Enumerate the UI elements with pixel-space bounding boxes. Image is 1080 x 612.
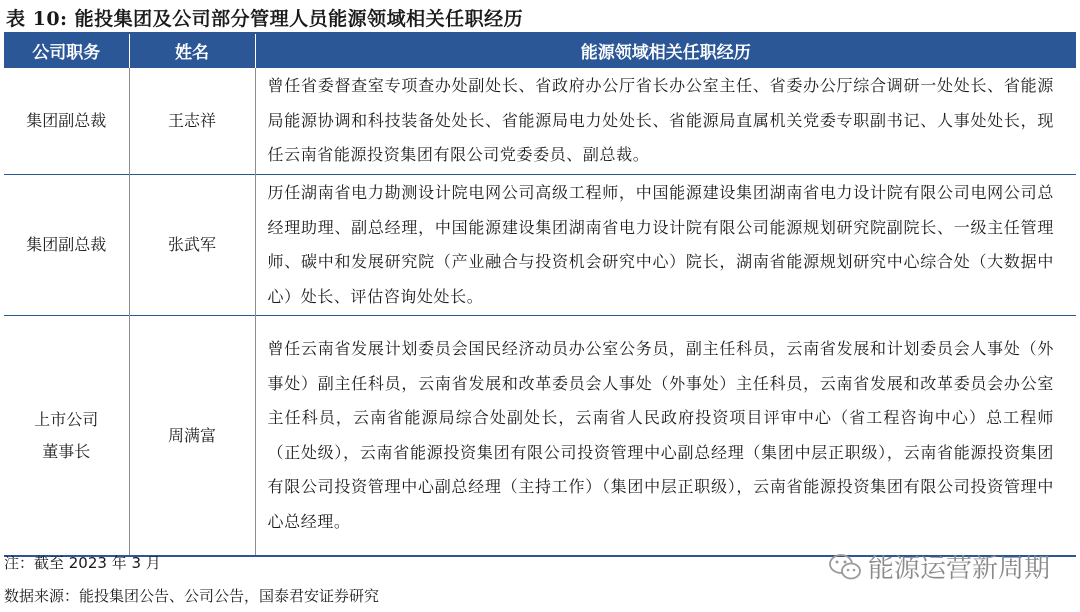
table-row xyxy=(4,175,1076,316)
header-experience: 能源领域相关任职经历 xyxy=(255,34,1076,68)
role-cell xyxy=(4,68,129,175)
personnel-table xyxy=(4,34,1076,557)
role-text-line2: 董事长 xyxy=(42,441,91,461)
experience-cell: 曾任省委督查室专项查办处副处长、省政府办公厅省长办公室主任、省委办公厅综合调研一处处长、省能源局能源协调和科技装备处处长、省能源局电力处处长、省能源局直属机关党委专职副书记、人事处处长，现任云南省能源投资集团有限公司党委委员、副总裁。 xyxy=(255,68,1076,175)
table-title: 表 10: 能投集团及公司部分管理人员能源领域相关任职经历 xyxy=(6,8,524,30)
experience-cell: 曾任云南省发展计划委员会国民经济动员办公室公务员，副主任科员，云南省发展和计划委员会人事处（外事处）副主任科员，云南省发展和改革委员会人事处（外事处）主任科员，云南省发展和改革委员会办公室主任科员，云南省能源局综合处副处长，云南省人民政府投资项目评审中心（省工程咨询中心）总工程师（正处级），云南省能源投资集团有限公司投资管理中心副总经理（集团中层正职级），云南省能源投资集团有限公司投资管理中心副总经理（主持工作）（集团中层正职级），云南省能源投资集团有限公司投资管理中心总经理。 xyxy=(255,316,1076,557)
footnote: 注：截至 2023 年 3 月 xyxy=(4,554,161,572)
role-text: 集团副总裁 xyxy=(26,111,107,130)
name-cell: 张武军 xyxy=(129,175,255,316)
watermark-text: 能源运营新周期 xyxy=(867,554,1050,584)
name-cell: 王志祥 xyxy=(129,68,255,175)
wechat-icon xyxy=(828,553,862,581)
table-row xyxy=(4,316,1076,557)
table-header-row xyxy=(4,34,1076,68)
header-name: 姓名 xyxy=(129,34,255,68)
data-source: 数据来源：能投集团公告、公司公告，国泰君安证券研究 xyxy=(4,587,380,605)
role-text: 上市公司 xyxy=(34,409,99,429)
role-cell xyxy=(4,316,129,557)
table-row xyxy=(4,68,1076,175)
name-cell: 周满富 xyxy=(129,316,255,557)
role-cell xyxy=(4,175,129,316)
experience-cell: 历任湖南省电力勘测设计院电网公司高级工程师，中国能源建设集团湖南省电力设计院有限公司电网公司总经理助理、副总经理，中国能源建设集团湖南省电力设计院有限公司能源规划研究院副院长、一级主任管理师、碳中和发展研究院（产业融合与投资机会研究中心）院长，湖南省能源规划研究中心综合处（大数据中心）处长、评估咨询处处长。 xyxy=(255,175,1076,316)
role-text: 集团副总裁 xyxy=(26,235,107,254)
watermark xyxy=(828,548,1050,585)
header-role: 公司职务 xyxy=(4,34,129,68)
